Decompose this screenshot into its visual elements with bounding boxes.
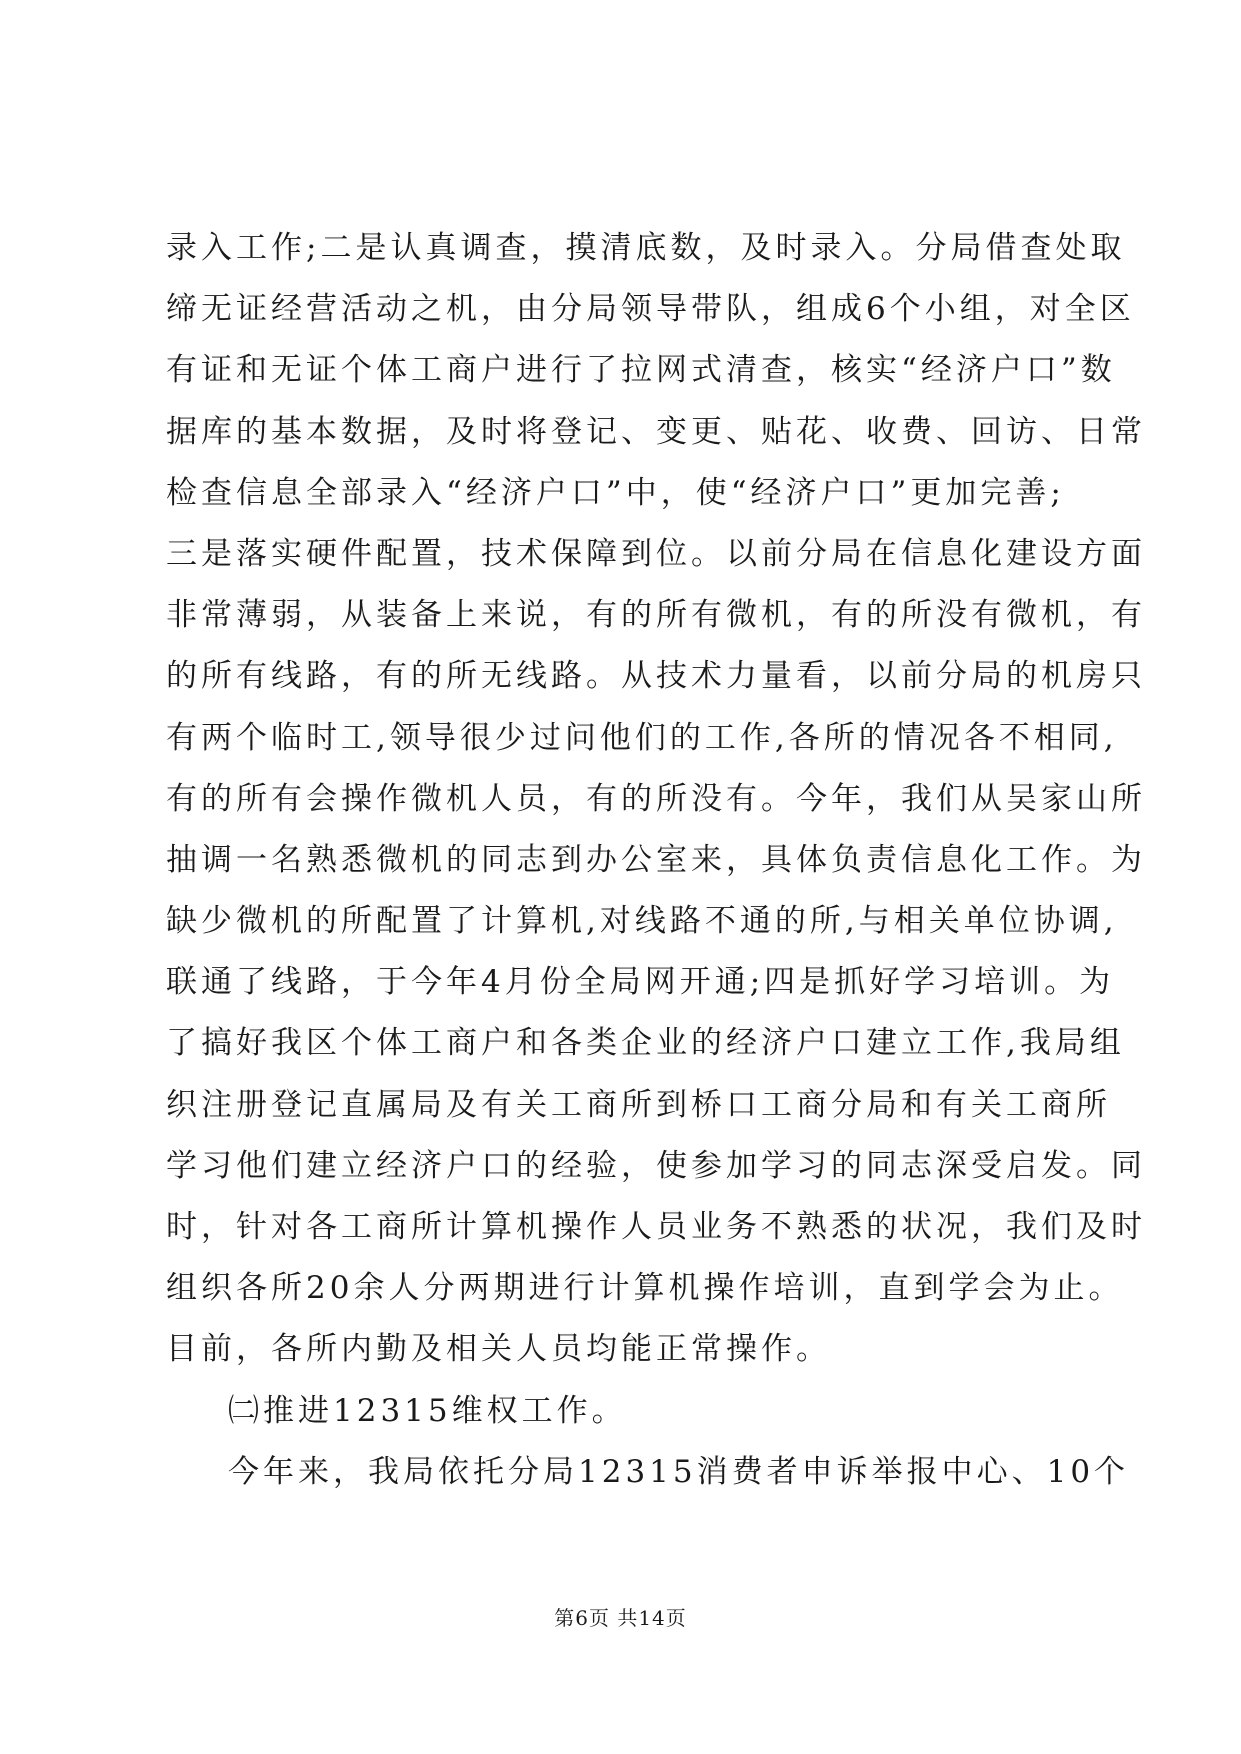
text-line: 缺少微机的所配置了计算机,对线路不通的所,与相关单位协调, bbox=[166, 903, 1118, 940]
text-line: 三是落实硬件配置，技术保障到位。以前分局在信息化建设方面 bbox=[166, 535, 1146, 572]
text-line: 有的所有会操作微机人员，有的所没有。今年，我们从吴家山所 bbox=[166, 780, 1146, 817]
text-line: 学习他们建立经济户口的经验，使参加学习的同志深受启发。同 bbox=[166, 1147, 1146, 1184]
section-heading: ㈡推进12315维权工作。 bbox=[228, 1392, 627, 1429]
text-line: 目前，各所内勤及相关人员均能正常操作。 bbox=[166, 1331, 831, 1368]
body-text bbox=[166, 228, 1146, 1513]
text-line: 了搞好我区个体工商户和各类企业的经济户口建立工作,我局组 bbox=[166, 1025, 1125, 1062]
text-line: 的所有线路，有的所无线路。从技术力量看，以前分局的机房只 bbox=[166, 658, 1146, 695]
text-line: 非常薄弱，从装备上来说，有的所有微机，有的所没有微机，有 bbox=[166, 597, 1146, 634]
text-line: 有证和无证个体工商户进行了拉网式清查，核实“经济户口”数 bbox=[166, 352, 1116, 389]
page-number-footer: 第6页 共14页 bbox=[554, 1606, 687, 1630]
text-line: 联通了线路，于今年4月份全局网开通;四是抓好学习培训。为 bbox=[166, 964, 1115, 1001]
text-line: 有两个临时工,领导很少过问他们的工作,各所的情况各不相同, bbox=[166, 719, 1118, 756]
text-line: 抽调一名熟悉微机的同志到办公室来，具体负责信息化工作。为 bbox=[166, 841, 1146, 878]
text-line: 据库的基本数据，及时将登记、变更、贴花、收费、回访、日常 bbox=[166, 413, 1146, 450]
text-line: 时，针对各工商所计算机操作人员业务不熟悉的状况，我们及时 bbox=[166, 1209, 1146, 1245]
text-line: 检查信息全部录入“经济户口”中，使“经济户口”更加完善; bbox=[166, 474, 1065, 511]
text-line: 录入工作;二是认真调查，摸清底数，及时录入。分局借查处取 bbox=[166, 230, 1126, 266]
text-line: 组织各所20余人分两期进行计算机操作培训，直到学会为止。 bbox=[166, 1270, 1124, 1307]
text-line: 今年来，我局依托分局12315消费者申诉举报中心、10个 bbox=[228, 1453, 1130, 1490]
text-line: 织注册登记直属局及有关工商所到桥口工商分局和有关工商所 bbox=[166, 1086, 1111, 1123]
text-line: 缔无证经营活动之机，由分局领导带队，组成6个小组，对全区 bbox=[166, 291, 1135, 328]
